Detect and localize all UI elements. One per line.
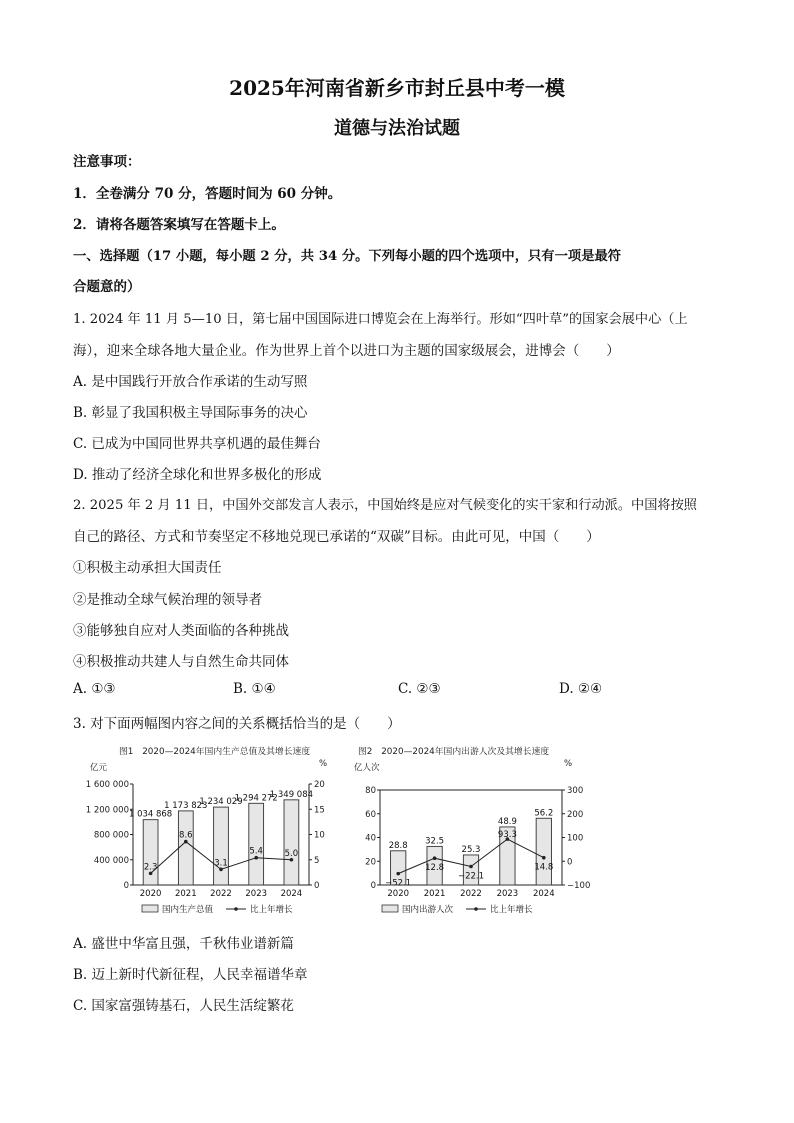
q1-option-d: D. 推动了经济全球化和世界多极化的形成 — [73, 467, 322, 483]
right-tick-label: 100 — [567, 833, 584, 844]
q2-option-d: D. ②④ — [559, 681, 603, 697]
legend-line-label: 比上年增长 — [490, 905, 533, 915]
q2-statement-2: ②是推动全球气候治理的领导者 — [73, 592, 262, 608]
left-tick-label: 400 000 — [93, 855, 129, 866]
x-tick-label: 2024 — [280, 889, 303, 899]
growth-value-label: 2.3 — [143, 862, 158, 873]
left-tick-label: 60 — [365, 809, 376, 820]
q2-statement-1: ①积极主动承担大国责任 — [73, 560, 222, 576]
bar-value-label: 1 234 029 — [199, 797, 243, 808]
bar — [249, 803, 264, 885]
x-tick-label: 2020 — [387, 889, 410, 899]
x-tick-label: 2022 — [460, 889, 482, 899]
left-axis-unit: 亿元 — [90, 763, 108, 773]
q3-stem: 3. 对下面两幅图内容之间的关系概括恰当的是（ ） — [73, 716, 401, 732]
chart-title: 图1 2020—2024年国内生产总值及其增长速度 — [119, 747, 311, 757]
right-tick-label: 15 — [314, 805, 325, 816]
section-heading-line-1: 一、选择题（17 小题，每小题 2 分，共 34 分。下列每小题的四个选项中，只有一项是最符 — [73, 249, 622, 264]
legend-bar-swatch — [382, 905, 398, 912]
right-tick-label: 0 — [567, 857, 573, 868]
bar-value-label: 32.5 — [425, 836, 445, 847]
left-tick-label: 0 — [370, 881, 376, 891]
right-tick-label: 0 — [314, 881, 320, 891]
notes-item-1: 1．全卷满分 70 分，答题时间为 60 分钟。 — [73, 186, 342, 202]
right-tick-label: 5 — [314, 855, 320, 866]
q2-option-a: A. ①③ — [73, 681, 116, 697]
exam-subtitle: 道德与法治试题 — [334, 118, 460, 139]
right-tick-label: −100 — [567, 881, 591, 891]
growth-value-label: 14.8 — [534, 862, 554, 873]
left-tick-label: 800 000 — [93, 830, 129, 841]
bar — [284, 800, 299, 885]
chart-title: 图2 2020—2024年国内出游人次及其增长速度 — [358, 747, 550, 757]
q3-option-c: C. 国家富强铸基石，人民生活绽繁花 — [73, 998, 294, 1014]
growth-value-label: 5.4 — [249, 846, 263, 857]
right-axis-unit: % — [564, 759, 573, 769]
left-tick-label: 80 — [365, 786, 376, 796]
q2-stem-line-2: 自己的路径、方式和节奏坚定不移地兑现已承诺的“双碳”目标。由此可见，中国（ ） — [73, 529, 600, 545]
q2-stem-line-1: 2. 2025 年 2 月 11 日，中国外交部发言人表示，中国始终是应对气候变化的实干家和行动派。中国将按照 — [73, 498, 697, 513]
bar-value-label: 1 349 084 — [269, 789, 314, 800]
right-tick-label: 200 — [567, 809, 584, 820]
bar-value-label: 48.9 — [497, 816, 517, 827]
q2-option-b: B. ①④ — [233, 681, 276, 697]
growth-point — [396, 872, 400, 876]
q1-stem-line-1: 1. 2024 年 11 月 5—10 日，第七届中国国际进口博览会在上海举行。形如“四叶草”的国家会展中心（上 — [73, 312, 688, 327]
bar-value-label: 1 034 868 — [128, 809, 173, 820]
x-tick-label: 2023 — [496, 889, 519, 899]
section-heading-line-2: 合题意的） — [73, 279, 141, 295]
bar — [178, 811, 193, 885]
left-tick-label: 40 — [365, 833, 376, 844]
left-axis-unit: 亿人次 — [354, 763, 380, 773]
notes-heading: 注意事项： — [73, 154, 141, 170]
growth-point — [433, 856, 437, 860]
x-tick-label: 2023 — [245, 889, 268, 899]
legend-bar-label: 国内生产总值 — [162, 905, 214, 915]
q2-option-c: C. ②③ — [398, 681, 441, 697]
x-tick-label: 2020 — [139, 889, 162, 899]
gdp-chart — [86, 744, 350, 916]
tourism-chart — [350, 744, 612, 916]
right-tick-label: 10 — [314, 830, 325, 841]
growth-value-label: 8.6 — [179, 830, 193, 841]
bar-value-label: 1 294 272 — [234, 793, 278, 804]
left-tick-label: 0 — [123, 881, 129, 891]
growth-value-label: 5.0 — [284, 848, 299, 859]
q3-option-b: B. 迈上新时代新征程，人民幸福谱华章 — [73, 967, 308, 983]
right-tick-label: 300 — [567, 786, 584, 796]
growth-value-label: 93.3 — [497, 830, 517, 841]
growth-point — [469, 865, 473, 869]
right-axis-unit: % — [319, 759, 328, 769]
q1-stem-line-2: 海），迎来全球各地大量企业。作为世界上首个以进口为主题的国家级展会，进博会（ ） — [73, 343, 620, 359]
bar — [214, 807, 229, 885]
q2-statement-4: ④积极推动共建人与自然生命共同体 — [73, 654, 289, 670]
q1-option-b: B. 彰显了我国积极主导国际事务的决心 — [73, 405, 308, 421]
legend-bar-label: 国内出游人次 — [402, 905, 454, 915]
legend-line-marker — [474, 907, 478, 911]
bar-value-label: 28.8 — [388, 840, 408, 851]
growth-point — [542, 856, 546, 860]
left-tick-label: 1 200 000 — [86, 805, 129, 816]
x-tick-label: 2021 — [423, 889, 446, 899]
right-tick-label: 20 — [314, 780, 325, 790]
growth-value-label: 12.8 — [425, 863, 445, 874]
bar-value-label: 25.3 — [461, 844, 481, 855]
q1-option-c: C. 已成为中国同世界共享机遇的最佳舞台 — [73, 436, 321, 452]
q3-option-a: A. 盛世中华富且强，千秋伟业谱新篇 — [73, 936, 294, 952]
bar — [143, 820, 158, 885]
growth-value-label: −52.1 — [385, 878, 412, 889]
left-tick-label: 20 — [365, 857, 376, 868]
x-tick-label: 2021 — [174, 889, 197, 899]
bar — [534, 818, 554, 885]
growth-value-label: 3.1 — [214, 858, 228, 869]
x-tick-label: 2022 — [210, 889, 232, 899]
legend-bar-swatch — [142, 905, 158, 912]
left-tick-label: 1 600 000 — [86, 780, 129, 790]
notes-item-2: 2．请将各题答案填写在答题卡上。 — [73, 217, 285, 233]
exam-title: 2025年河南省新乡市封丘县中考一模 — [229, 76, 565, 100]
legend-line-marker — [234, 907, 238, 911]
bar-value-label: 1 173 823 — [164, 800, 208, 811]
x-tick-label: 2024 — [532, 889, 555, 899]
bar-value-label: 56.2 — [534, 808, 554, 819]
growth-value-label: −22.1 — [457, 871, 485, 882]
legend-line-label: 比上年增长 — [250, 905, 293, 915]
q2-statement-3: ③能够独自应对人类面临的各种挑战 — [73, 623, 289, 639]
q1-option-a: A. 是中国践行开放合作承诺的生动写照 — [73, 374, 308, 390]
